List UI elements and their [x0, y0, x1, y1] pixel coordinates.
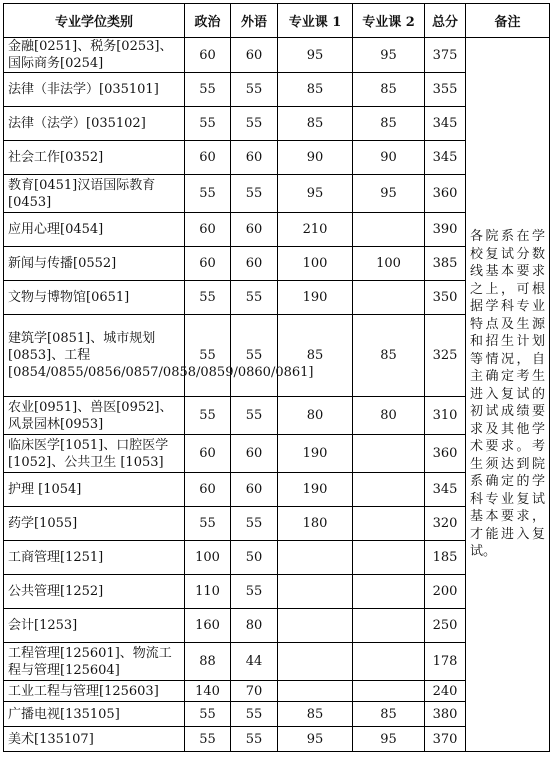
cell-total: 390	[425, 213, 466, 247]
cell-foreign-language: 70	[231, 681, 278, 702]
cell-category: 工程管理[125601]、物流工程与管理[125604]	[4, 643, 185, 681]
cell-foreign-language: 60	[231, 141, 278, 175]
cell-subject-2	[353, 281, 425, 315]
cell-politics: 60	[185, 38, 231, 73]
cell-subject-2: 85	[353, 702, 425, 727]
cell-politics: 55	[185, 73, 231, 107]
cell-politics: 55	[185, 702, 231, 727]
cell-total: 320	[425, 507, 466, 541]
cell-subject-1	[278, 609, 353, 643]
cell-subject-2	[353, 435, 425, 473]
cell-category: 工商管理[1251]	[4, 541, 185, 575]
cell-category: 法律（非法学）[035101]	[4, 73, 185, 107]
cell-total: 310	[425, 397, 466, 435]
cell-subject-1: 95	[278, 38, 353, 73]
cell-subject-2	[353, 609, 425, 643]
cell-politics: 55	[185, 107, 231, 141]
cell-politics: 60	[185, 435, 231, 473]
cell-total: 380	[425, 702, 466, 727]
cell-category: 农业[0951]、兽医[0952]、风景园林[0953]	[4, 397, 185, 435]
cell-subject-2: 85	[353, 73, 425, 107]
cell-category: 金融[0251]、税务[0253]、国际商务[0254]	[4, 38, 185, 73]
cell-total: 325	[425, 315, 466, 397]
header-subject-2: 专业课 2	[353, 4, 425, 38]
cell-category: 药学[1055]	[4, 507, 185, 541]
cell-politics: 88	[185, 643, 231, 681]
cell-politics: 55	[185, 397, 231, 435]
cell-politics: 160	[185, 609, 231, 643]
cell-foreign-language: 55	[231, 575, 278, 609]
table-row	[4, 38, 550, 73]
cell-subject-2	[353, 681, 425, 702]
cell-foreign-language: 80	[231, 609, 278, 643]
cell-foreign-language: 55	[231, 315, 278, 397]
cell-foreign-language: 55	[231, 73, 278, 107]
cell-category: 工业工程与管理[125603]	[4, 681, 185, 702]
cell-foreign-language: 60	[231, 473, 278, 507]
cell-foreign-language: 60	[231, 38, 278, 73]
cell-subject-1	[278, 575, 353, 609]
cell-total: 200	[425, 575, 466, 609]
cell-politics: 55	[185, 175, 231, 213]
cell-total: 360	[425, 435, 466, 473]
cell-total: 345	[425, 473, 466, 507]
cell-subject-2	[353, 541, 425, 575]
cell-politics: 60	[185, 473, 231, 507]
cell-category: 广播电视[135105]	[4, 702, 185, 727]
cell-foreign-language: 50	[231, 541, 278, 575]
cell-subject-2	[353, 507, 425, 541]
cell-subject-2: 85	[353, 315, 425, 397]
cell-politics: 140	[185, 681, 231, 702]
cell-foreign-language: 55	[231, 397, 278, 435]
cell-politics: 55	[185, 727, 231, 752]
cell-subject-1: 210	[278, 213, 353, 247]
cell-subject-1: 180	[278, 507, 353, 541]
cell-subject-1: 80	[278, 397, 353, 435]
cell-subject-1: 85	[278, 702, 353, 727]
cell-subject-1: 190	[278, 435, 353, 473]
cell-total: 385	[425, 247, 466, 281]
cell-total: 345	[425, 107, 466, 141]
cell-category: 会计[1253]	[4, 609, 185, 643]
cell-subject-2: 95	[353, 175, 425, 213]
cell-category: 应用心理[0454]	[4, 213, 185, 247]
cell-subject-1	[278, 643, 353, 681]
header-foreign-language: 外语	[231, 4, 278, 38]
header-total: 总分	[425, 4, 466, 38]
cell-subject-1: 90	[278, 141, 353, 175]
cell-total: 370	[425, 727, 466, 752]
cell-subject-2	[353, 473, 425, 507]
cell-subject-1: 85	[278, 315, 353, 397]
cell-category: 社会工作[0352]	[4, 141, 185, 175]
cell-subject-2: 90	[353, 141, 425, 175]
header-note: 备注	[466, 4, 550, 38]
score-table-container	[3, 3, 550, 752]
score-requirements-table	[3, 3, 550, 752]
header-row	[4, 4, 550, 38]
cell-subject-2	[353, 643, 425, 681]
cell-category: 文物与博物馆[0651]	[4, 281, 185, 315]
cell-politics: 55	[185, 281, 231, 315]
table-header	[4, 4, 550, 38]
cell-subject-2: 80	[353, 397, 425, 435]
cell-category: 教育[0451]汉语国际教育[0453]	[4, 175, 185, 213]
cell-politics: 60	[185, 141, 231, 175]
cell-subject-1	[278, 541, 353, 575]
cell-subject-1: 85	[278, 73, 353, 107]
cell-subject-1: 190	[278, 281, 353, 315]
header-category: 专业学位类别	[4, 4, 185, 38]
cell-foreign-language: 60	[231, 213, 278, 247]
cell-subject-2	[353, 575, 425, 609]
cell-subject-1: 95	[278, 175, 353, 213]
header-politics: 政治	[185, 4, 231, 38]
cell-category: 新闻与传播[0552]	[4, 247, 185, 281]
cell-politics: 110	[185, 575, 231, 609]
cell-total: 360	[425, 175, 466, 213]
cell-subject-2: 85	[353, 107, 425, 141]
cell-total: 178	[425, 643, 466, 681]
cell-total: 350	[425, 281, 466, 315]
cell-subject-2	[353, 213, 425, 247]
cell-total: 345	[425, 141, 466, 175]
cell-total: 375	[425, 38, 466, 73]
cell-foreign-language: 55	[231, 727, 278, 752]
cell-category: 临床医学[1051]、口腔医学[1052]、公共卫生 [1053]	[4, 435, 185, 473]
cell-total: 355	[425, 73, 466, 107]
cell-subject-2: 95	[353, 38, 425, 73]
cell-category: 建筑学[0851]、城市规划[0853]、工程[0854/0855/0856/0857/0858/0859/0860/0861]	[4, 315, 185, 397]
cell-politics: 60	[185, 213, 231, 247]
cell-foreign-language: 55	[231, 175, 278, 213]
cell-subject-2: 95	[353, 727, 425, 752]
cell-subject-2: 100	[353, 247, 425, 281]
cell-foreign-language: 55	[231, 702, 278, 727]
cell-foreign-language: 55	[231, 281, 278, 315]
header-subject-1: 专业课 1	[278, 4, 353, 38]
cell-category: 护理 [1054]	[4, 473, 185, 507]
cell-subject-1: 190	[278, 473, 353, 507]
cell-subject-1: 85	[278, 107, 353, 141]
cell-subject-1	[278, 681, 353, 702]
cell-category: 法律（法学）[035102]	[4, 107, 185, 141]
table-body	[4, 38, 550, 752]
cell-total: 185	[425, 541, 466, 575]
cell-foreign-language: 55	[231, 107, 278, 141]
cell-category: 美术[135107]	[4, 727, 185, 752]
cell-politics: 60	[185, 247, 231, 281]
cell-total: 250	[425, 609, 466, 643]
cell-subject-1: 100	[278, 247, 353, 281]
cell-foreign-language: 60	[231, 247, 278, 281]
cell-politics: 55	[185, 507, 231, 541]
cell-category: 公共管理[1252]	[4, 575, 185, 609]
cell-foreign-language: 44	[231, 643, 278, 681]
note-cell: 各院系在学校复试分数线基本要求之上，可根据学科专业特点及生源和招生计划等情况，自主确定考生进入复试的初试成绩要求及其他学术要求。考生须达到院系确定的学科专业复试基本要求，才能进入复试。	[466, 38, 550, 752]
cell-foreign-language: 55	[231, 507, 278, 541]
cell-total: 240	[425, 681, 466, 702]
cell-foreign-language: 60	[231, 435, 278, 473]
cell-politics: 55	[185, 315, 231, 397]
cell-subject-1: 95	[278, 727, 353, 752]
cell-politics: 100	[185, 541, 231, 575]
